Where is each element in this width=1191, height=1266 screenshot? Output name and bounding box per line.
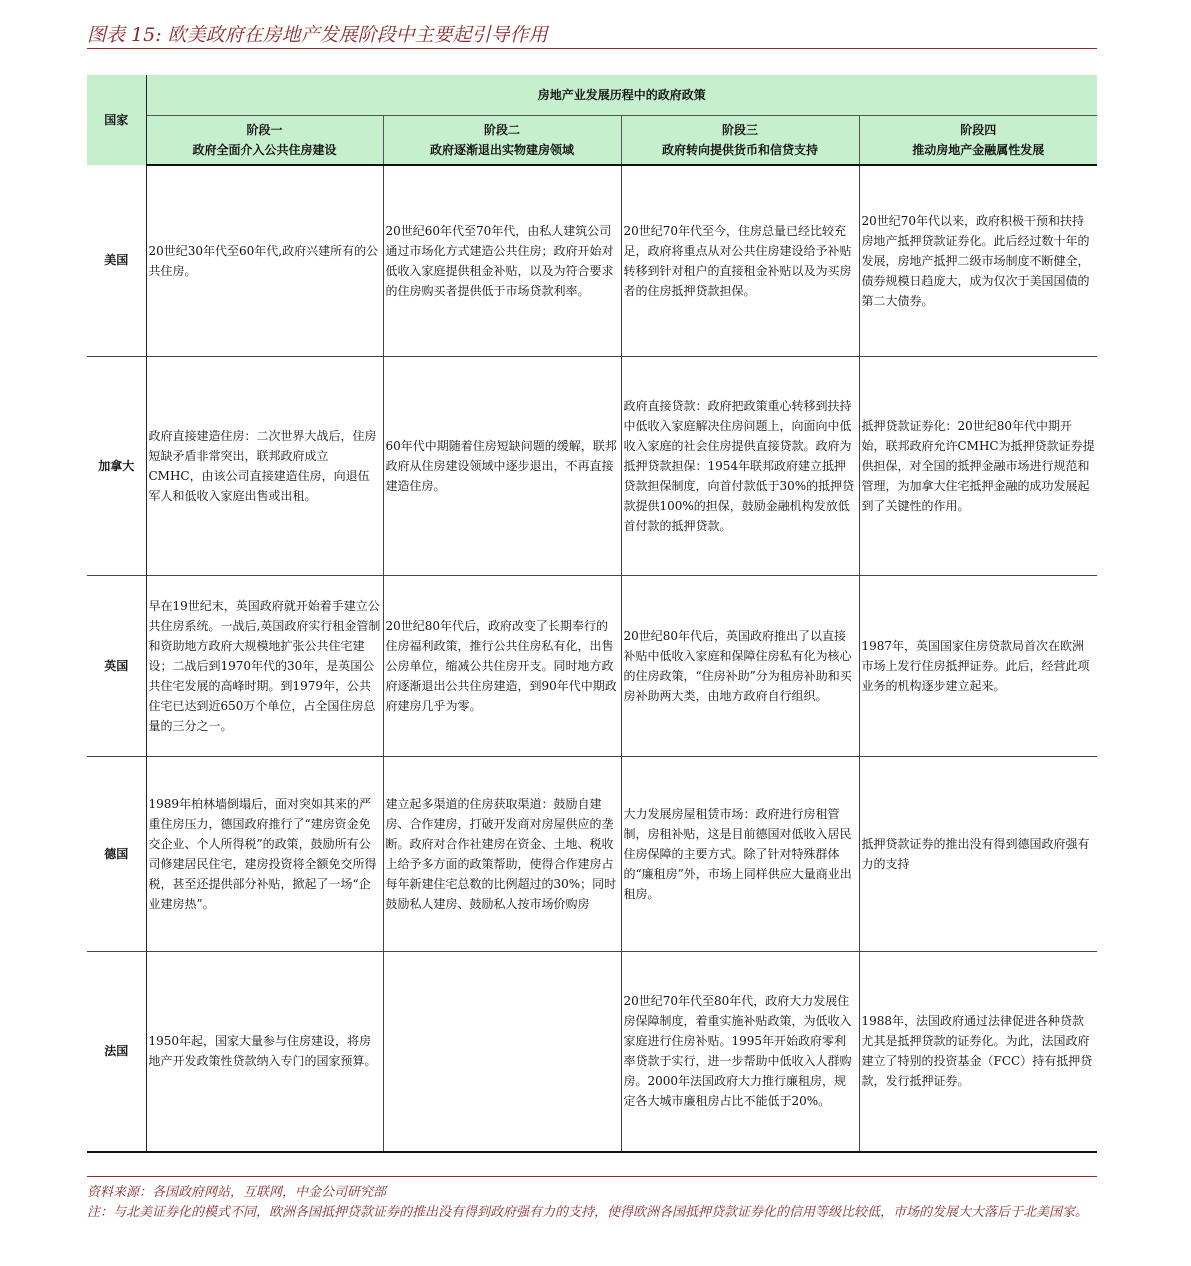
policy-cell: 20世纪30年代至60年代,政府兴建所有的公共住房。 [146,165,383,356]
policy-cell: 抵押贷款证券化：20世纪80年代中期开始，联邦政府允许CMHC为抵押贷款证券提供担保，对全国的抵押金融市场进行规范和管理，为加拿大住宅抵押金融的成功发展起到了关键性的作用。 [859,356,1097,575]
policy-cell: 建立起多渠道的住房获取渠道：鼓励自建房、合作建房，打破开发商对房屋供应的垄断。政府对合作社建房在资金、土地、税收上给予多方面的政策帮助，使得合作建房占每年新建住宅总数的比例超过的30%；同时鼓励私人建房、鼓励私人按市场价购房 [383,756,621,951]
country-cell: 英国 [87,575,146,756]
source-line: 资料来源：各国政府网站，互联网，中金公司研究部 [87,1185,387,1200]
policy-cell: 20世纪80年代后，英国政府推出了以直接补贴中低收入家庭和保障住房私有化为核心的住房政策，“住房补助”分为租房补助和买房补助两大类，由地方政府自行组织。 [621,575,859,756]
table-row-germany [87,756,1097,951]
policy-cell: 1950年起，国家大量参与住房建设，将房地产开发政策性贷款纳入专门的国家预算。 [146,951,383,1152]
figure-title: 图表 15: 欧美政府在房地产发展阶段中主要起引导作用 [87,24,548,46]
country-cell: 德国 [87,756,146,951]
stage-desc: 推动房地产金融属性发展 [912,143,1045,157]
policy-cell [383,951,621,1152]
stage-name: 阶段三 [721,123,758,137]
stage-header-2 [383,116,621,166]
table-row-uk [87,575,1097,756]
table-row-canada [87,356,1097,575]
policy-cell: 抵押贷款证券的推出没有得到德国政府强有力的支持 [859,756,1097,951]
country-column-header: 国家 [87,75,146,165]
policy-group-header: 房地产业发展历程中的政府政策 [146,75,1097,116]
stage-desc: 政府转向提供货币和信贷支持 [661,143,818,157]
stage-name: 阶段二 [483,123,520,137]
stage-header-3 [621,116,859,166]
policy-cell: 1989年柏林墙倒塌后，面对突如其来的严重住房压力，德国政府推行了“建房资金免交企业、个人所得税”的政策，鼓励所有公司修建居民住宅，建房投资将全额免交所得税，甚至还提供部分补贴，掀起了一场“企业建房热”。 [146,756,383,951]
policy-cell: 20世纪70年代至80年代，政府大力发展住房保障制度，着重实施补贴政策，为低收入家庭进行住房补贴。1995年开始政府零利率贷款于实行，进一步帮助中低收入人群购房。2000年法国政府大力推行廉租房，规定各大城市廉租房占比不能低于20%。 [621,951,859,1152]
table-row-france [87,951,1097,1152]
policy-cell: 20世纪60年代至70年代，由私人建筑公司通过市场化方式建造公共住房；政府开始对低收入家庭提供租金补贴，以及为符合要求的住房购买者提供低于市场贷款利率。 [383,165,621,356]
stage-header-1 [146,116,383,166]
footnote: 注：与北美证券化的模式不同，欧洲各国抵押贷款证券的推出没有得到政府强有力的支持，使得欧洲各国抵押贷款证券化的信用等级比较低，市场的发展大大落后于北美国家。 [87,1205,1089,1220]
country-cell: 加拿大 [87,356,146,575]
policy-cell: 大力发展房屋租赁市场：政府进行房租管制，房租补贴，这是目前德国对低收入居民住房保障的主要方式。除了针对特殊群体的“廉租房”外，市场上同样供应大量商业出租房。 [621,756,859,951]
stage-desc: 政府全面介入公共住房建设 [192,143,337,157]
policy-cell: 20世纪80年代后，政府改变了长期奉行的住房福利政策，推行公共住房私有化，出售公房单位，缩减公共住房开支。同时地方政府逐渐退出公共住房建造，到90年代中期政府建房几乎为零。 [383,575,621,756]
policy-table [87,75,1097,1153]
stage-desc: 政府逐渐退出实物建房领域 [429,143,574,157]
policy-cell: 早在19世纪末，英国政府就开始着手建立公共住房系统。一战后,英国政府实行租金管制和资助地方政府大规模地扩张公共住宅建设；二战后到1970年代的30年，是英国公共住宅发展的高峰时期。到1979年，公共住宅已达到近650万个单位，占全国住房总量的三分之一。 [146,575,383,756]
policy-cell: 政府直接贷款：政府把政策重心转移到扶持中低收入家庭解决住房问题上，向面向中低收入家庭的社会住房提供直接贷款。政府为抵押贷款担保：1954年联邦政府建立抵押贷款担保制度，向首付款低于30%的抵押贷款提供100%的担保，鼓励金融机构发放低首付款的抵押贷款。 [621,356,859,575]
stage-name: 阶段四 [960,123,997,137]
stage-header-4 [859,116,1097,166]
policy-cell: 20世纪70年代以来，政府积极干预和扶持房地产抵押贷款证券化。此后经过数十年的发展，房地产抵押二级市场制度不断健全，债券规模日趋庞大，成为仅次于美国国债的第二大债券。 [859,165,1097,356]
table-row-usa [87,165,1097,356]
policy-cell: 政府直接建造住房：二次世界大战后，住房短缺矛盾非常突出，联邦政府成立CMHC，由该公司直接建造住房，向退伍军人和低收入家庭出售或出租。 [146,356,383,575]
country-cell: 法国 [87,951,146,1152]
stage-name: 阶段一 [246,123,283,137]
policy-cell: 60年代中期随着住房短缺问题的缓解，联邦政府从住房建设领域中逐步退出，不再直接建造住房。 [383,356,621,575]
country-cell: 美国 [87,165,146,356]
policy-cell: 1987年，英国国家住房贷款局首次在欧洲市场上发行住房抵押证券。此后，经营此项业务的机构逐步建立起来。 [859,575,1097,756]
policy-cell: 20世纪70年代至今，住房总量已经比较充足，政府将重点从对公共住房建设给予补贴转移到针对租户的直接租金补贴以及为买房者的住房抵押贷款担保。 [621,165,859,356]
policy-cell: 1988年，法国政府通过法律促进各种贷款尤其是抵押贷款的证券化。为此，法国政府建立了特别的投资基金（FCC）持有抵押贷款，发行抵押证券。 [859,951,1097,1152]
source-rule [87,1176,1097,1177]
title-rule [87,48,1097,49]
